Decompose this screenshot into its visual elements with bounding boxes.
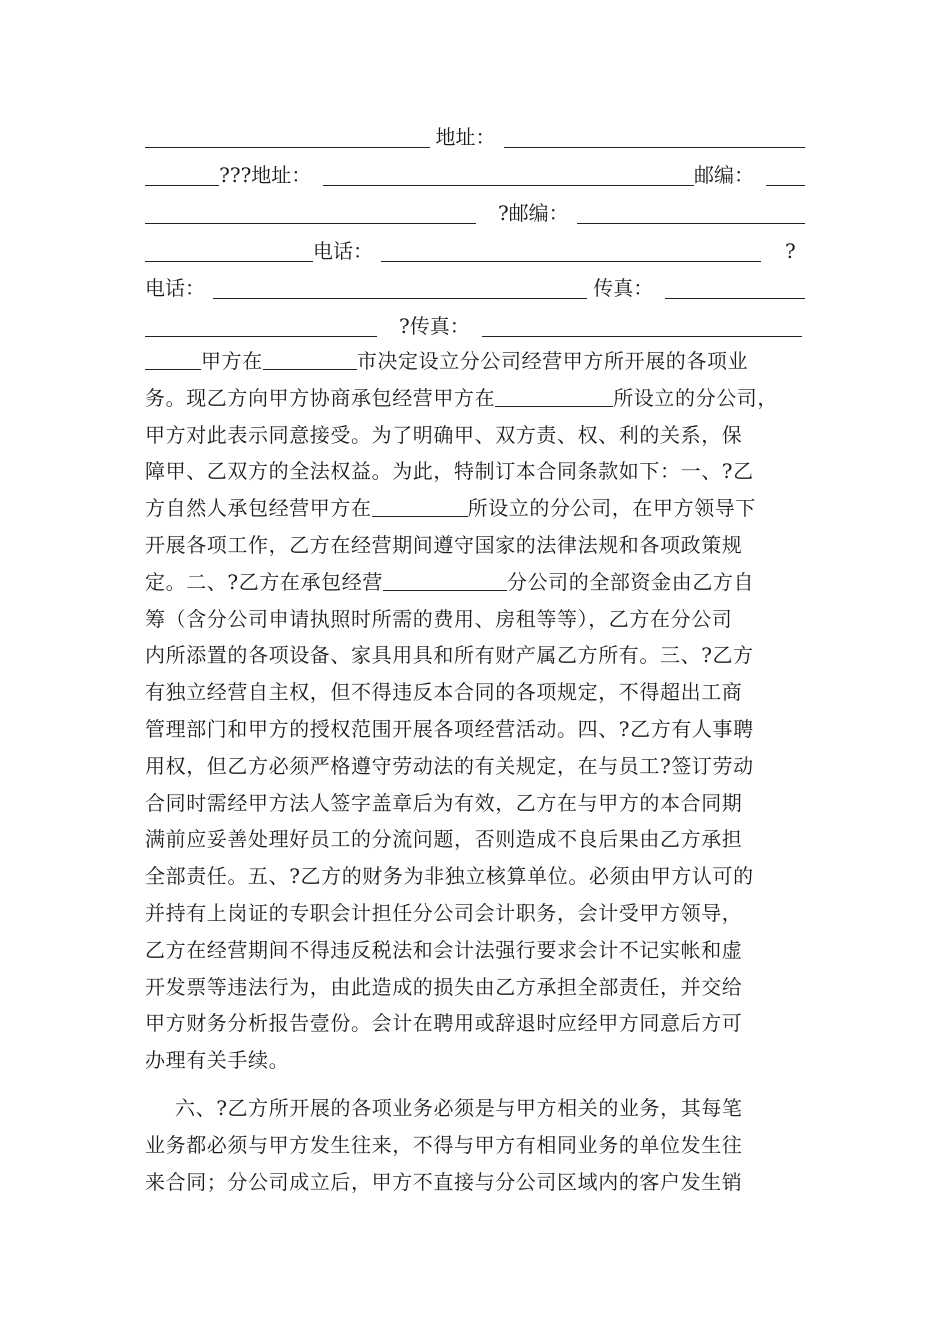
header-row-phone-2 [145,273,805,303]
address-blank-2[interactable] [323,167,694,186]
header-row-postcode [145,198,805,228]
body-line [145,380,810,417]
phone-label: 电话： [313,239,373,263]
body-line: 满前应妥善处理好员工的分流问题，否则造成不良后果由乙方承担 [145,827,743,852]
body-text: 方自然人承包经营甲方在 [145,496,372,521]
body-text: 定。二、?乙方在承包经营 [145,569,383,594]
postcode-label-2: ?邮编： [497,201,569,225]
body-line: 障甲、乙双方的全法权益。为此，特制订本合同条款如下：一、?乙 [145,459,754,484]
blank-line[interactable] [145,129,430,148]
location-blank[interactable] [495,386,613,407]
body-text: 所设立的分公司， [613,385,779,410]
body-line: 筹（含分公司申请执照时所需的费用、房租等等），乙方在分公司 [145,606,733,631]
header-row-fax [145,311,805,341]
body-text: 务。现乙方向甲方协商承包经营甲方在 [145,385,496,410]
header-row-address-2 [145,160,805,190]
body-line: 全部责任。五、?乙方的财务为非独立核算单位。必须由甲方认可的 [145,864,754,889]
body-line [145,343,810,380]
fax-blank[interactable] [665,280,805,299]
address-label-2: ???地址： [219,163,312,187]
fax-blank-2[interactable] [482,318,802,337]
blank-line[interactable] [145,318,377,337]
body-line: 六、?乙方所开展的各项业务必须是与甲方相关的业务，其每笔 [175,1096,743,1120]
address-label: 地址： [435,125,496,149]
city-blank[interactable] [263,349,357,370]
contract-body-paragraph [145,343,810,1079]
question-mark: ? [785,239,796,263]
body-line: 合同时需经甲方法人签字盖章后为有效，乙方在与甲方的本合同期 [145,790,743,815]
postcode-blank-2[interactable] [577,205,805,224]
location-blank[interactable] [372,496,468,517]
body-text: 市决定设立分公司经营甲方所开展的各项业 [356,349,749,373]
body-line: 来合同；分公司成立后，甲方不直接与分公司区域内的客户发生销 [145,1169,743,1194]
header-row-address-1 [145,122,805,152]
address-blank[interactable] [504,129,805,148]
postcode-label: 邮编： [693,163,754,187]
body-line: 乙方在经营期间不得违反税法和会计法强行要求会计不记实帐和虚 [145,937,743,962]
body-line: 管理部门和甲方的授权范围开展各项经营活动。四、?乙方有人事聘 [145,716,754,741]
body-line: 甲方财务分析报告壹份。会计在聘用或辞退时应经甲方同意后方可 [145,1011,743,1036]
body-text: 所设立的分公司，在甲方领导下 [467,496,757,521]
body-line: 内所添置的各项设备、家具用具和所有财产属乙方所有。三、?乙方 [145,643,754,668]
body-line: 并持有上岗证的专职会计担任分公司会计职务，会计受甲方领导， [145,900,743,925]
body-line: 开发票等违法行为，由此造成的损失由乙方承担全部责任，并交给 [145,974,743,999]
contract-body-paragraph-2 [145,1090,810,1200]
body-text: 分公司的全部资金由乙方自 [506,569,755,594]
blank-line[interactable] [145,205,476,224]
phone-blank[interactable] [381,243,761,262]
body-text: 甲方在 [201,349,263,373]
postcode-blank[interactable] [766,167,805,186]
header-row-phone-1 [145,236,805,266]
body-line: 办理有关手续。 [145,1048,290,1073]
body-line [145,490,810,527]
blank-line[interactable] [145,243,313,262]
body-line: 业务都必须与甲方发生往来，不得与甲方有相同业务的单位发生往 [145,1132,743,1157]
body-line: 用权，但乙方必须严格遵守劳动法的有关规定，在与员工?签订劳动 [145,753,754,778]
body-line [145,564,810,601]
body-line: 有独立经营自主权，但不得违反本合同的各项规定，不得超出工商 [145,680,743,705]
fax-label-2: ?传真： [399,314,470,338]
body-line: 甲方对此表示同意接受。为了明确甲、双方责、权、利的关系，保 [145,422,743,447]
blank-line[interactable] [145,349,201,370]
body-line: 开展各项工作，乙方在经营期间遵守国家的法律法规和各项政策规 [145,532,743,557]
phone-label-2: 电话： [145,276,205,300]
branch-blank[interactable] [383,570,507,591]
fax-label: 传真： [593,276,654,300]
phone-blank-2[interactable] [213,280,587,299]
blank-line[interactable] [145,167,219,186]
